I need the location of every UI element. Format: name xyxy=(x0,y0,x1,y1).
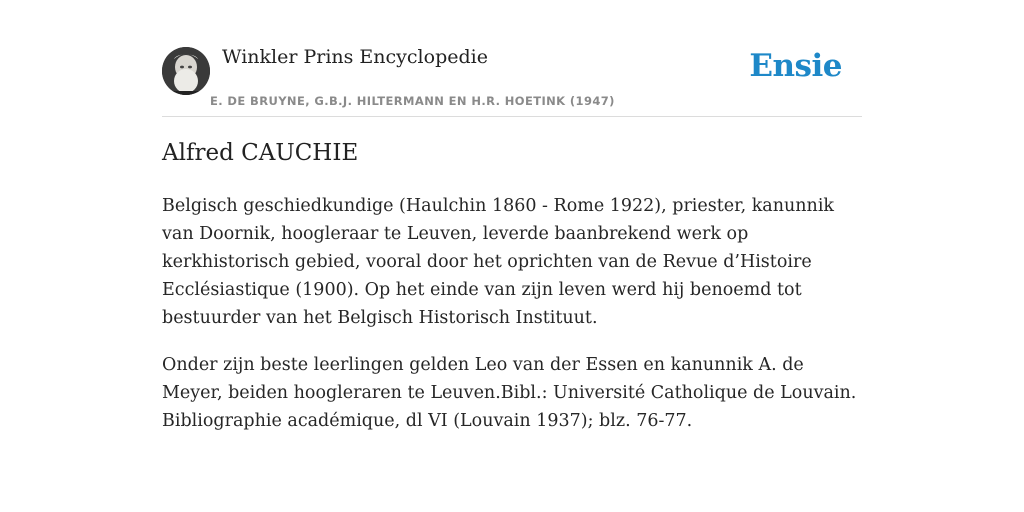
entry-paragraph: Onder zijn beste leerlingen gelden Leo van der Essen en kanunnik A. de Meyer, beiden hoogleraren te Leuven.Bibl.: Université Catholique de Louvain. Bibliographie académique, dl VI (Louvain 1937); blz. 76-77. xyxy=(162,355,857,431)
portrait-icon xyxy=(162,47,210,95)
source-header xyxy=(162,40,862,117)
source-title-link[interactable]: Winkler Prins Encyclopedie xyxy=(222,46,488,68)
entry-body xyxy=(162,192,862,454)
author-portrait-avatar[interactable] xyxy=(162,47,210,95)
source-authors: E. DE BRUYNE, G.B.J. HILTERMANN EN H.R. HOETINK (1947) xyxy=(210,94,615,108)
ensie-logo-link[interactable]: Ensie xyxy=(749,48,842,84)
entry-title: Alfred CAUCHIE xyxy=(162,140,359,166)
entry-paragraph: Belgisch geschiedkundige (Haulchin 1860 - Rome 1922), priester, kanunnik van Doornik, hoogleraar te Leuven, leverde baanbrekend werk op kerkhistorisch gebied, vooral door het oprichten van de Revue d’Histoire Ecclésiastique (1900). Op het einde van zijn leven werd hij benoemd tot bestuurder van het Belgisch Historisch Instituut. xyxy=(162,196,835,328)
